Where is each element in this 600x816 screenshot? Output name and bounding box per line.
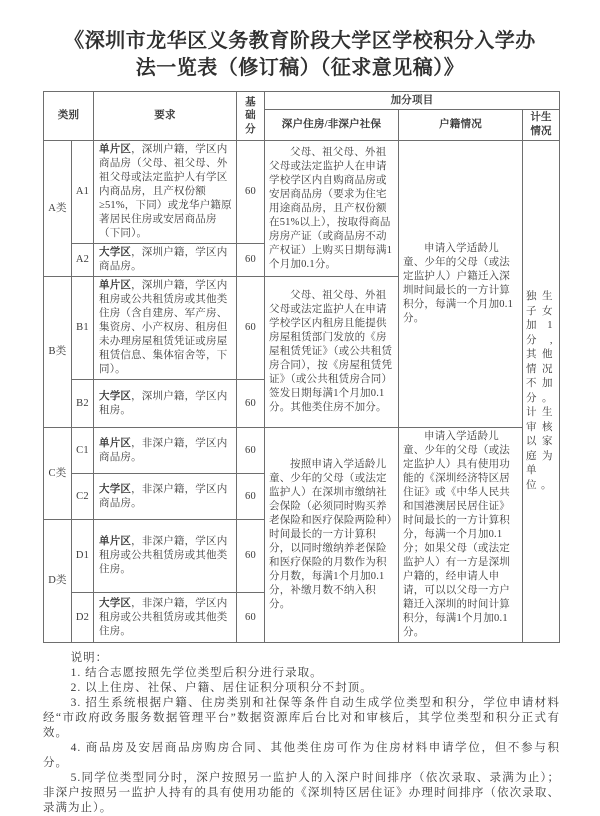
req-text: ，深圳户籍，学区内租房。 — [99, 390, 228, 416]
header-category: 类别 — [44, 92, 94, 141]
cell-base-b2: 60 — [237, 380, 265, 428]
note-item-4: 4. 商品房及安居商品房购房合同、其他类住房可作为住房材料申请学位，但不参与积分。 — [43, 742, 560, 769]
cell-base-b1: 60 — [237, 277, 265, 380]
req-lead: 单片区 — [99, 437, 132, 449]
cell-category-a: A类 — [44, 141, 72, 277]
cell-req-b1 — [94, 277, 237, 380]
header-birth: 计生情况 — [523, 110, 560, 141]
note-item-1: 1. 结合志愿按照先学位类型后积分进行录取。 — [70, 667, 323, 679]
req-text: ，非深户籍，学区内租房或公共租赁房或其他类住房。 — [99, 536, 228, 575]
note-item-5: 5.同学位类型同分时，深户按照另一监护人的入深户时间排序（依次录取、录满为止）；非深户按照另一监护人持有的具有使用功能的《深圳特区居住证》办理时间排序（依次录取、录满为止）。 — [43, 772, 560, 814]
req-text: ，深圳户籍，学区内租房或公共租赁房或其他类住房（含自建房、军产房、集资房、小产权房、租房但未办理房屋租赁凭证或房屋租赁信息、集体宿舍等，下同）。 — [99, 280, 228, 375]
cell-code-d1: D1 — [72, 520, 94, 593]
cell-req-d1 — [94, 520, 237, 593]
cell-bonus-housing-cd: 按照申请入学适龄儿童、少年的父母（或法定监护人）在深圳市缴纳社会保险（必须同时购买养老保险和医疗保险两险种）时间最长的一方计算积分，以同时缴纳养老保险和医疗保险的月数作为积分月数，每满1个月加0.1分，补缴月数不纳入积分。 — [265, 428, 399, 643]
document-page — [0, 28, 600, 816]
cell-req-a2 — [94, 244, 237, 277]
cell-code-a1: A1 — [72, 141, 94, 244]
cell-code-b1: B1 — [72, 277, 94, 380]
req-lead: 大学区 — [99, 597, 132, 609]
note-item-3: 3. 招生系统根据户籍、住房类别和社保等条件自动生成学位类型和积分，学位申请材料经“市政府政务服务数据管理平台”数据资源库后台比对和审核后，其学位类型和积分正式有效。 — [43, 697, 560, 739]
header-housing: 深户住房/非深户社保 — [265, 110, 399, 141]
table-row — [44, 428, 560, 474]
header-hukou: 户籍情况 — [399, 110, 523, 141]
req-text: ，深圳户籍，学区内商品房。 — [99, 247, 228, 272]
cell-base-d1: 60 — [237, 520, 265, 593]
cell-code-a2: A2 — [72, 244, 94, 277]
req-lead: 单片区 — [99, 536, 132, 547]
req-lead: 大学区 — [99, 483, 132, 495]
cell-base-d2: 60 — [237, 593, 265, 643]
req-text: ，非深户籍，学区内租房或公共租赁房或其他类住房。 — [99, 597, 228, 637]
cell-req-c2 — [94, 474, 237, 520]
points-table — [43, 91, 560, 643]
req-lead: 单片区 — [99, 280, 132, 291]
cell-base-c1: 60 — [237, 428, 265, 474]
page-title — [14, 28, 586, 82]
table-row — [44, 141, 560, 244]
header-base-score: 基础分 — [237, 92, 265, 141]
note-item-2: 2. 以上住房、社保、户籍、居住证积分项积分不封顶。 — [70, 682, 373, 694]
cell-base-c2: 60 — [237, 474, 265, 520]
cell-req-b2 — [94, 380, 237, 428]
header-bonus-group: 加分项目 — [265, 92, 560, 110]
req-text: ，深圳户籍，学区内商品房（父母、祖父母、外祖父母或法定监护人有学区内商品房，且产权份额≥51%，下同）或龙华户籍原著居民住房或安居商品房（下同）。 — [99, 144, 232, 239]
req-lead: 大学区 — [99, 390, 132, 402]
cell-base-a2: 60 — [237, 244, 265, 277]
cell-code-d2: D2 — [72, 593, 94, 643]
req-text: ，非深户籍，学区内商品房。 — [99, 483, 228, 509]
cell-bonus-housing-a: 父母、祖父母、外祖父母或法定监护人在申请学校学区内自购商品房或安居商品房（要求为住宅用途商品房，且产权份额在51%以上），按取得商品房房产证（或商品房不动产权证）上购买日期每满1个月加0.1分。 — [265, 141, 399, 277]
req-lead: 单片区 — [99, 144, 132, 155]
cell-req-c1 — [94, 428, 237, 474]
cell-code-b2: B2 — [72, 380, 94, 428]
cell-bonus-birth: 独生子女加1分,其他情况不加分。计生审核以家庭为单位。 — [523, 141, 560, 643]
page-title-line2: 法一览表（修订稿）（征求意见稿）》 — [135, 57, 465, 79]
notes-section — [43, 651, 560, 816]
cell-code-c1: C1 — [72, 428, 94, 474]
cell-req-a1 — [94, 141, 237, 244]
cell-code-c2: C2 — [72, 474, 94, 520]
cell-category-c: C类 — [44, 428, 72, 520]
cell-base-a1: 60 — [237, 141, 265, 244]
page-title-line1: 《深圳市龙华区义务教育阶段大学区学校积分入学办 — [64, 30, 536, 52]
cell-category-b: B类 — [44, 277, 72, 428]
header-requirement: 要求 — [94, 92, 237, 141]
cell-bonus-hukou-cd: 申请入学适龄儿童、少年的父母（或法定监护人）具有使用功能的《深圳经济特区居住证》或《中华人民共和国港澳居民居住证》时间最长的一方计算积分，每满一个月加0.1分；如果父母（或法定监护人）有一方是深圳户籍的，经申请人申请，可以以父母一方户籍迁入深圳的时间计算积分，每满1个月加0.1分。 — [399, 428, 523, 643]
req-text: ，非深户籍，学区内商品房。 — [99, 437, 228, 463]
req-lead: 大学区 — [99, 247, 132, 258]
cell-bonus-housing-b: 父母、祖父母、外祖父母或法定监护人在申请学校学区内租房且能提供房屋租赁部门发放的《房屋租赁凭证》（或公共租赁房合同），按《房屋租赁凭证》（或公共租赁房合同）签发日期每满1个月加0.1分。其他类住房不加分。 — [265, 277, 399, 428]
notes-label: 说明： — [70, 652, 109, 664]
cell-bonus-hukou-ab: 申请入学适龄儿童、少年的父母（或法定监护人）户籍迁入深圳时间最长的一方计算积分，每满一个月加0.1分。 — [399, 141, 523, 428]
cell-req-d2 — [94, 593, 237, 643]
cell-category-d: D类 — [44, 520, 72, 643]
